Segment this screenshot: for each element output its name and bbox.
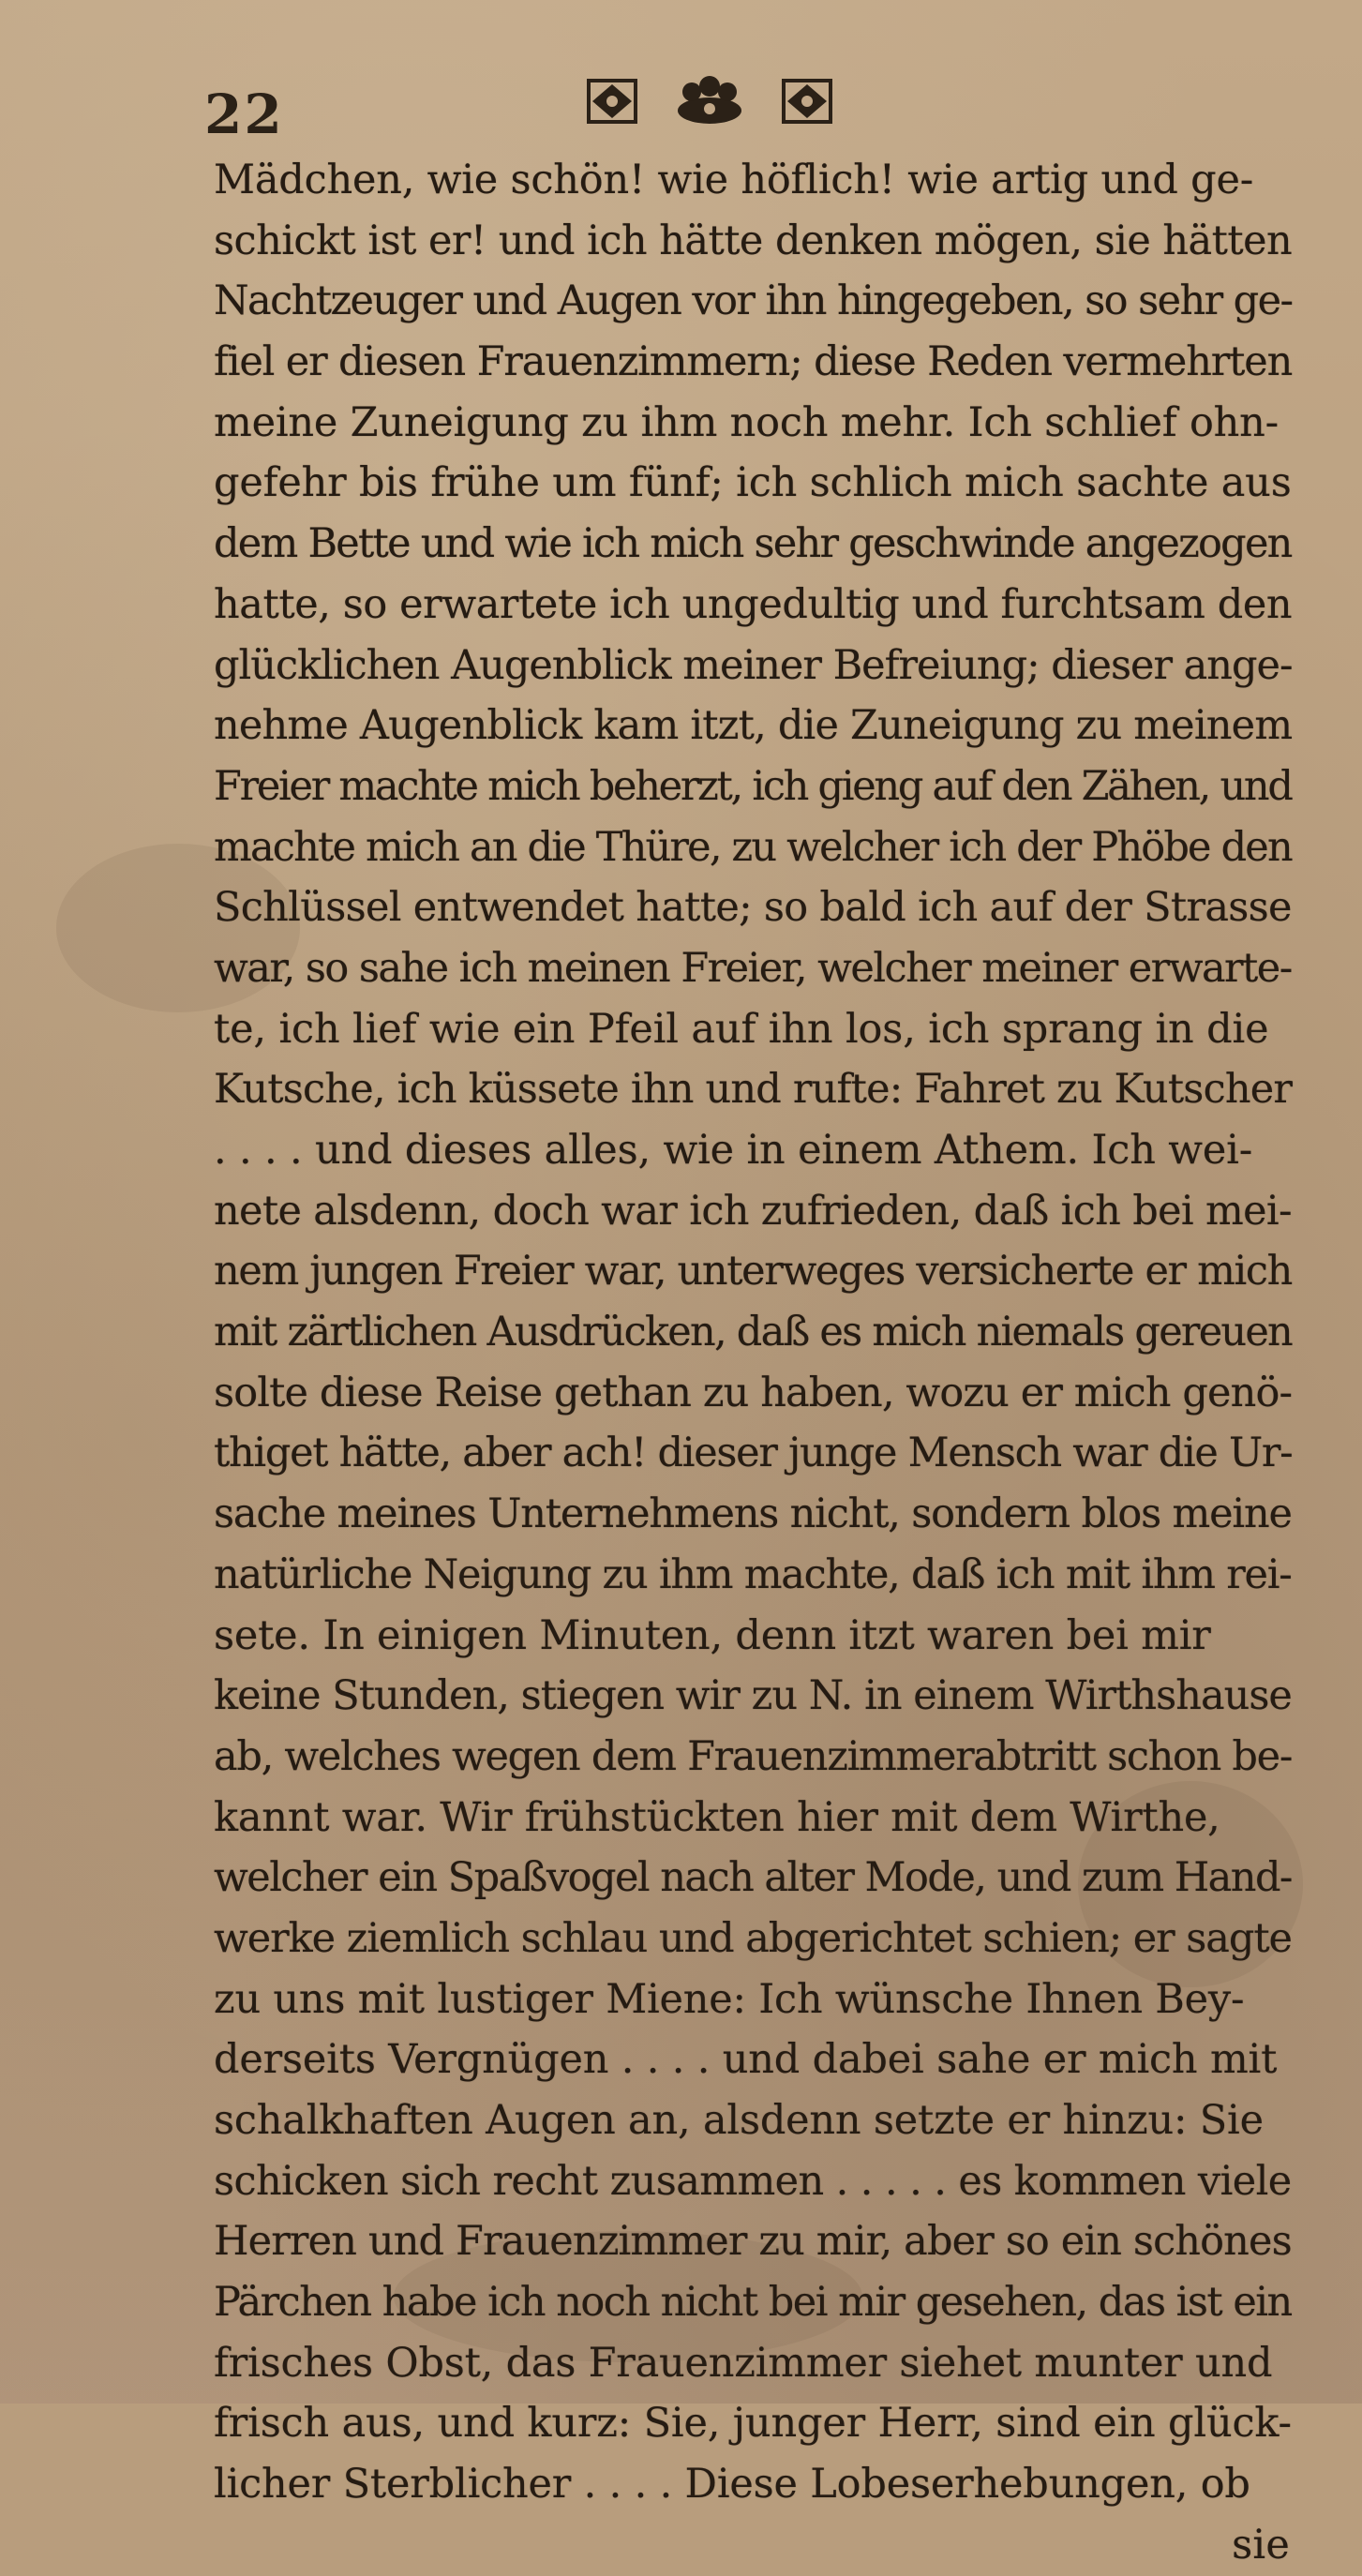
text-line: nem jungen Freier war, unterweges versicherte er mich [214, 1248, 1293, 1295]
text-line: gefehr bis frühe um fünf; ich schlich mich sachte aus [214, 459, 1292, 507]
text-line: hatte, so erwartete ich ungedultig und furchtsam den [214, 580, 1293, 628]
text-line: war, so sahe ich meinen Freier, welcher meiner erwarte- [214, 944, 1292, 992]
text-line: mit zärtlichen Ausdrücken, daß es mich niemals gereuen [214, 1309, 1293, 1356]
page-number: 22 [204, 82, 284, 146]
text-line: werke ziemlich schlau und abgerichtet schien; er sagte [214, 1914, 1292, 1962]
header-ornament [583, 75, 836, 127]
text-line: . . . . und dieses alles, wie in einem Athem. Ich wei- [214, 1127, 1253, 1174]
text-line: machte mich an die Thüre, zu welcher ich der Phöbe den [214, 823, 1292, 871]
text-line: te, ich lief wie ein Pfeil auf ihn los, ich sprang in die [214, 1005, 1269, 1053]
text-line: Kutsche, ich küssete ihn und rufte: Fahret zu Kutscher [214, 1066, 1293, 1114]
text-line: derseits Vergnügen . . . . und dabei sahe er mich mit [214, 2036, 1278, 2084]
text-line: schalkhaften Augen an, alsdenn setzte er hinzu: Sie [214, 2097, 1264, 2144]
text-line: thiget hätte, aber ach! dieser junge Mensch war die Ur- [214, 1430, 1293, 1477]
text-line: natürliche Neigung zu ihm machte, daß ich mit ihm rei- [214, 1550, 1292, 1598]
flourish-icon [583, 77, 641, 126]
text-line: Pärchen habe ich noch nicht bei mir gesehen, das ist ein [214, 2279, 1292, 2327]
text-line: fiel er diesen Frauenzimmern; diese Reden vermehrten [214, 338, 1293, 386]
text-line: kannt war. Wir frühstückten hier mit dem Wirthe, [214, 1793, 1220, 1841]
text-line: schickt ist er! und ich hätte denken mögen, sie hätten [214, 217, 1293, 264]
text-line: Herren und Frauenzimmer zu mir, aber so ein schönes [214, 2218, 1292, 2266]
text-line: Freier machte mich beherzt, ich gieng auf den Zähen, und [214, 762, 1292, 810]
text-line: licher Sterblicher . . . . Diese Lobeserhebungen, ob [214, 2461, 1250, 2509]
text-line: glücklichen Augenblick meiner Befreiung; dieser ange- [214, 641, 1293, 689]
text-line: sete. In einigen Minuten, denn itzt waren bei mir [214, 1611, 1211, 1659]
text-line: ab, welches wegen dem Frauenzimmerabtritt schon be- [214, 1732, 1293, 1780]
flourish-icon [778, 77, 836, 126]
text-line: solte diese Reise gethan zu haben, wozu er mich genö- [214, 1369, 1293, 1416]
text-line: sache meines Unternehmens nicht, sondern blos meine [214, 1490, 1292, 1538]
text-line: Schlüssel entwendet hatte; so bald ich auf der Strasse [214, 884, 1292, 932]
crown-icon [673, 75, 746, 127]
text-line: keine Stunden, stiegen wir zu N. in einem Wirthshause [214, 1672, 1292, 1720]
text-line: meine Zuneigung zu ihm noch mehr. Ich schlief ohn- [214, 398, 1279, 446]
text-line: frisch aus, und kurz: Sie, junger Herr, sind ein glück- [214, 2400, 1292, 2448]
text-line: nehme Augenblick kam itzt, die Zuneigung zu meinem [214, 702, 1293, 750]
text-line: frisches Obst, das Frauenzimmer siehet munter und [214, 2339, 1273, 2387]
text-line: zu uns mit lustiger Miene: Ich wünsche Ihnen Bey- [214, 1975, 1245, 2023]
text-line: schicken sich recht zusammen . . . . . es kommen viele [214, 2157, 1292, 2205]
text-line: dem Bette und wie ich mich sehr geschwinde angezogen [214, 520, 1292, 568]
catchword: sie [1232, 2521, 1290, 2569]
text-line: welcher ein Spaßvogel nach alter Mode, und zum Hand- [214, 1854, 1292, 1902]
body-text [214, 150, 1310, 2576]
text-line: Mädchen, wie schön! wie höflich! wie artig und ge- [214, 157, 1254, 203]
text-line: nete alsdenn, doch war ich zufrieden, daß ich bei mei- [214, 1187, 1292, 1235]
text-line: Nachtzeuger und Augen vor ihn hingegeben, so sehr ge- [214, 277, 1293, 325]
